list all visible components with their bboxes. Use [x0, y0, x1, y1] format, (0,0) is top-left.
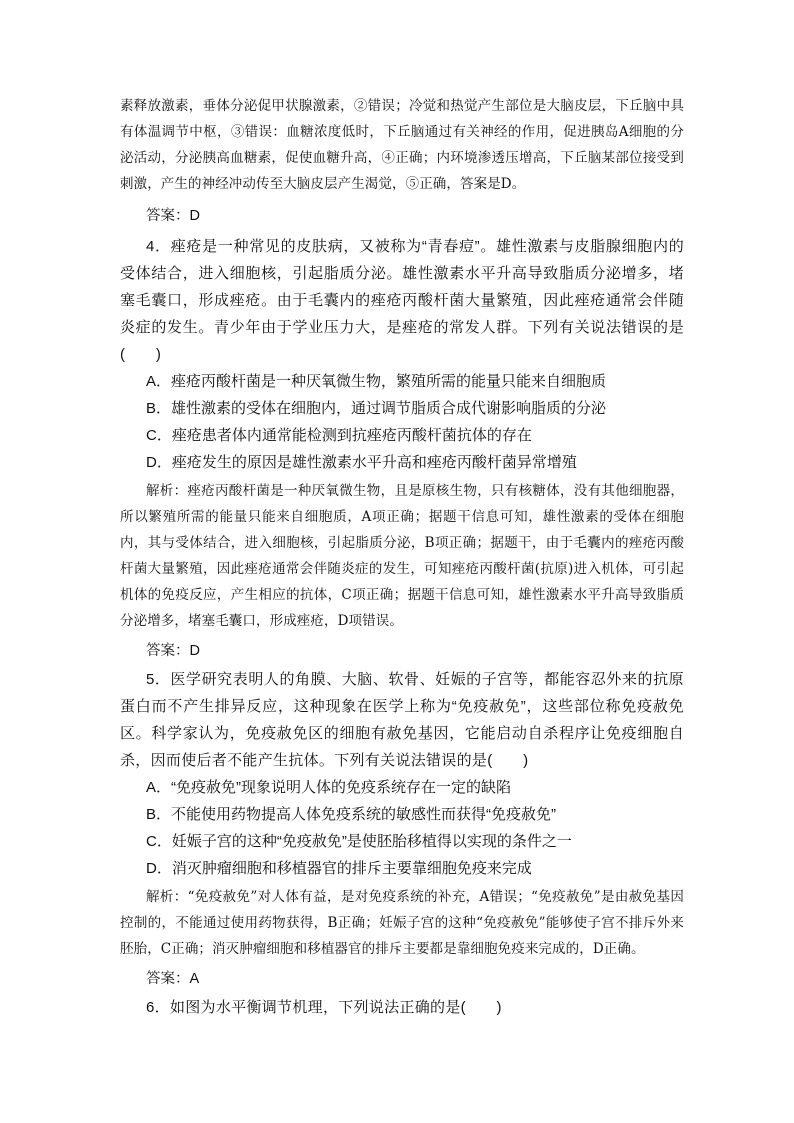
q3-analysis-tail: 素释放激素，垂体分泌促甲状腺激素，②错误；冷觉和热觉产生部位是大脑皮层，下丘脑中具有体温调节中枢，③错误：血糖浓度低时，下丘脑通过有关神经的作用，促进胰岛A细胞的分泌活动，分泌胰高血糖素，促使血糖升高，④正确；内环境渗透压增高，下丘脑某部位接受到刺激，产生的神经冲动传至大脑皮层产生渴觉，⑤正确，答案是D。: [120, 98, 684, 192]
q3-answer: 答案：D: [146, 208, 200, 224]
document-page: [120, 93, 684, 1021]
q5-option-c: C．妊娠子宫的这种“免疫赦免”是使胚胎移植得以实现的条件之一: [146, 833, 572, 850]
q4-option-b: B．雄性激素的受体在细胞内，通过调节脂质合成代谢影响脂质的分泌: [146, 400, 607, 417]
q6-stem: 6．如图为水平衡调节机理，下列说法正确的是( ): [146, 999, 502, 1016]
q5-stem: 5．医学研究表明人的角膜、大脑、软骨、妊娠的子宫等，都能容忍外来的抗原蛋白而不产生排异反应，这种现象在医学上称为“免疫赦免”，这些部位称免疫赦免区。科学家认为，免疫赦免区的细胞有赦免基因，它能启动自杀程序让免疫细胞自杀，因而使后者不能产生抗体。下列有关说法错误的是( ): [120, 671, 684, 769]
q5-option-a: A．“免疫赦免”现象说明人体的免疫系统存在一定的缺陷: [146, 779, 511, 796]
q5-option-d: D．消灭肿瘤细胞和移植器官的排斥主要靠细胞免疫来完成: [146, 860, 532, 877]
q4-stem: 4．痤疮是一种常见的皮肤病，又被称为“青春痘”。雄性激素与皮脂腺细胞内的受体结合，进入细胞核，引起脂质分泌。雄性激素水平升高导致脂质分泌增多，堵塞毛囊口，形成痤疮。由于毛囊内的痤疮丙酸杆菌大量繁殖，因此痤疮通常会伴随炎症的发生。青少年由于学业压力大，是痤疮的常发人群。下列有关说法错误的是( ): [120, 238, 684, 363]
q4-option-c: C．痤疮患者体内通常能检测到抗痤疮丙酸杆菌抗体的存在: [146, 427, 532, 444]
q4-answer: 答案：D: [146, 643, 200, 659]
q4-analysis: 解析：痤疮丙酸杆菌是一种厌氧微生物，且是原核生物，只有核糖体，没有其他细胞器，所以繁殖所需的能量只能来自细胞质，A项正确；据题干信息可知，雄性激素的受体在细胞内，其与受体结合，进入细胞核，引起脂质分泌，B项正确；据题干，由于毛囊内的痤疮丙酸杆菌大量繁殖，因此痤疮通常会伴随炎症的发生，可知痤疮丙酸杆菌(抗原)进入机体，可引起机体的免疫反应，产生相应的抗体，C项正确；据题干信息可知，雄性激素水平升高导致脂质分泌增多，堵塞毛囊口，形成痤疮，D项错误。: [120, 483, 684, 629]
q5-answer: 答案：A: [146, 971, 200, 987]
q5-option-b: B．不能使用药物提高人体免疫系统的敏感性而获得“免疫赦免”: [146, 806, 556, 823]
q4-option-d: D．痤疮发生的原因是雄性激素水平升高和痤疮丙酸杆菌异常增殖: [146, 454, 577, 471]
q4-option-a: A．痤疮丙酸杆菌是一种厌氧微生物，繁殖所需的能量只能来自细胞质: [146, 373, 607, 390]
q5-analysis: 解析：“免疫赦免”对人体有益，是对免疫系统的补充，A错误；“免疫赦免”是由赦免基因控制的，不能通过使用药物获得，B正确；妊娠子宫的这种“免疫赦免”能够使子宫不排斥外来胚胎，C正确；消灭肿瘤细胞和移植器官的排斥主要都是靠细胞免疫来完成的，D正确。: [120, 889, 684, 957]
